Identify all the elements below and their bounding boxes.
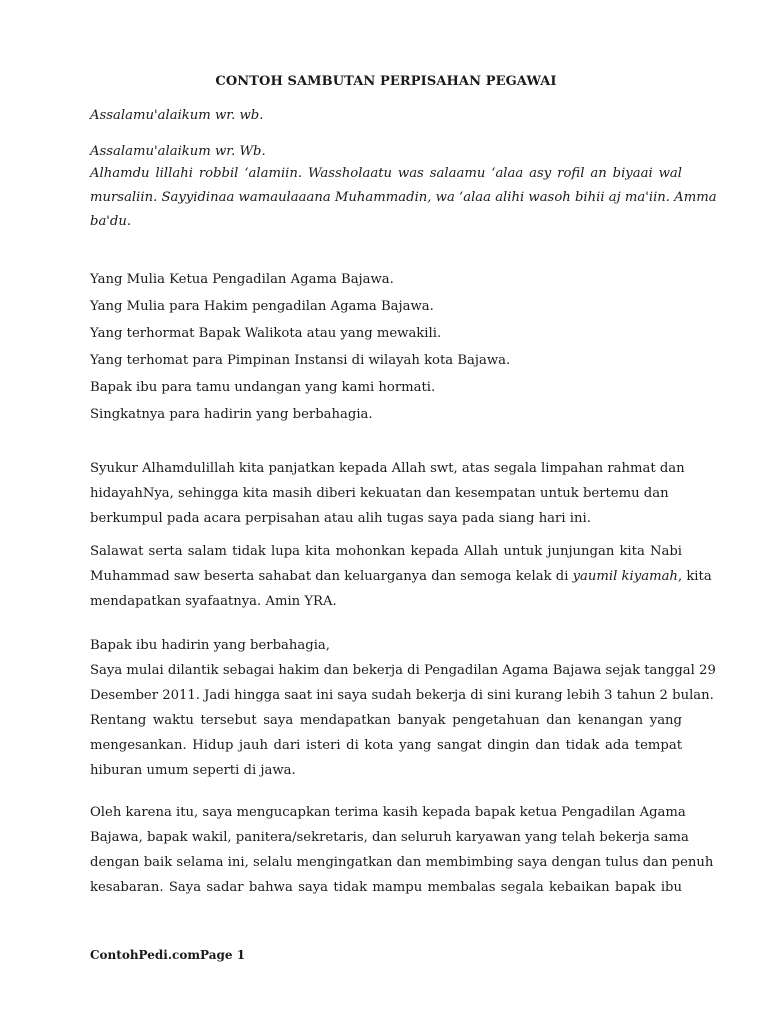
greeting-line: Assalamu'alaikum wr. wb. [90,108,264,123]
paragraph-line: Syukur Alhamdulillah kita panjatkan kepada Allah swt, atas segala limpahan rahmat dan [90,461,685,476]
paragraph-line: mendapatkan syafaatnya. Amin YRA. [90,594,337,609]
paragraph-line: hidayahNya, sehingga kita masih diberi kekuatan dan kesempatan untuk bertemu dan [90,486,669,501]
opening-line: ba'du. [90,214,132,229]
paragraph-line: Salawat serta salam tidak lupa kita mohonkan kepada Allah untuk junjungan kita Nabi [90,544,682,559]
salutation-line: Bapak ibu para tamu undangan yang kami hormati. [90,380,436,395]
paragraph-line: Bajawa, bapak wakil, panitera/sekretaris, dan seluruh karyawan yang telah bekerja sama [90,830,689,845]
paragraph-line: Rentang waktu tersebut saya mendapatkan banyak pengetahuan dan kenangan yang [90,713,682,728]
paragraph-line: hiburan umum seperti di jawa. [90,763,296,778]
text-span: Muhammad saw beserta sahabat dan keluarganya dan semoga kelak di [90,569,573,584]
paragraph-line: berkumpul pada acara perpisahan atau alih tugas saya pada siang hari ini. [90,511,591,526]
paragraph-line: Oleh karena itu, saya mengucapkan terima kasih kepada bapak ketua Pengadilan Agama [90,805,686,820]
opening-line: mursaliin. Sayyidinaa wamaulaaana Muhammadin, wa ‘alaa alihi wasoh bihii aj ma'iin. Amma [90,190,717,205]
salutation-line: Yang terhormat Bapak Walikota atau yang mewakili. [90,326,442,341]
italic-term: yaumil kiyamah [572,569,678,584]
paragraph-line: Desember 2011. Jadi hingga saat ini saya sudah bekerja di sini kurang lebih 3 tahun 2 bulan. [90,688,714,703]
greeting-line: Assalamu'alaikum wr. Wb. [90,144,266,159]
salutation-line: Singkatnya para hadirin yang berbahagia. [90,407,373,422]
salutation-line: Yang Mulia para Hakim pengadilan Agama Bajawa. [90,299,434,314]
document-title: CONTOH SAMBUTAN PERPISAHAN PEGAWAI [215,74,557,89]
address-line: Bapak ibu hadirin yang berbahagia, [90,638,330,653]
paragraph-line: dengan baik selama ini, selalu mengingatkan dan membimbing saya dengan tulus dan penuh [90,855,714,870]
paragraph-line: mengesankan. Hidup jauh dari isteri di kota yang sangat dingin dan tidak ada tempat [90,738,682,753]
salutation-line: Yang Mulia Ketua Pengadilan Agama Bajawa. [90,272,394,287]
text-span: , kita [677,569,712,584]
paragraph-line: kesabaran. Saya sadar bahwa saya tidak mampu membalas segala kebaikan bapak ibu [90,880,682,895]
paragraph-line [90,569,712,584]
page-footer: ContohPedi.comPage 1 [90,948,246,962]
salutation-line: Yang terhomat para Pimpinan Instansi di wilayah kota Bajawa. [90,353,511,368]
opening-line: Alhamdu lillahi robbil ‘alamiin. Wassholaatu was salaamu ‘alaa asy rofil an biyaai wal [90,166,682,181]
paragraph-line: Saya mulai dilantik sebagai hakim dan bekerja di Pengadilan Agama Bajawa sejak tanggal 29 [90,663,716,678]
